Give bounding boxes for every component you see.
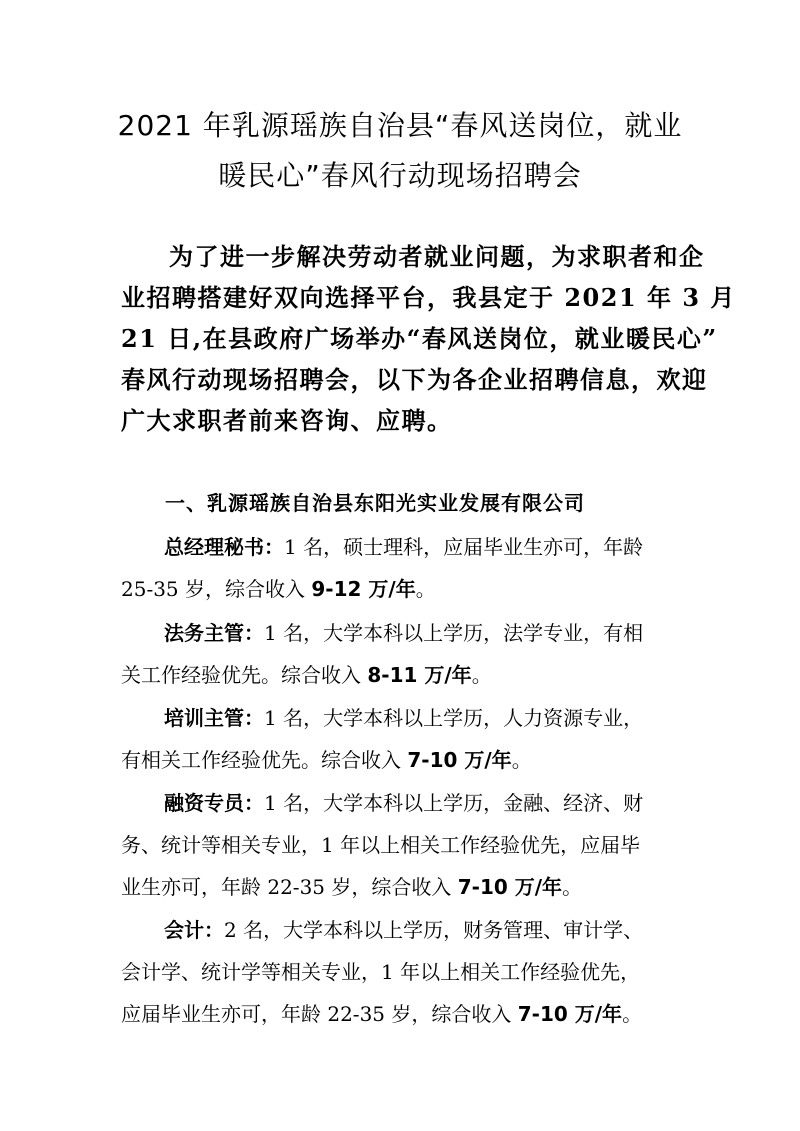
job-details: 1 名，大学本科以上学历，法学专业，有相 [264,621,644,645]
job-title: 会计： [164,918,224,942]
job-salary: 9-12 万/年 [311,577,416,601]
job-details: 25-35 岁，综合收入 [121,577,312,601]
job-details: 有相关工作经验优先。综合收入 [121,748,408,772]
company-heading: 一、乳源瑶族自治县东阳光实业发展有限公司 [165,491,585,515]
job-details: 2 名，大学本科以上学历，财务管理、审计学、 [224,918,644,942]
intro-line: 广大求职者前来咨询、应聘。 [121,406,453,435]
job-line: 会计学、统计学等相关专业，1 年以上相关工作经验优先， [121,960,641,984]
intro-line: 业招聘搭建好双向选择平台，我县定于 2021 年 3 月 [121,283,736,312]
intro-line: 21 日,在县政府广场举办“春风送岗位，就业暖民心” [121,324,718,353]
job-details: 1 名，硕士理科，应届毕业生亦可，年龄 [284,535,644,559]
job-details: 关工作经验优先。综合收入 [121,663,368,687]
job-line [121,909,691,951]
job-title: 培训主管： [164,706,264,730]
intro-paragraph [121,236,736,441]
job-line [121,526,691,568]
job-entry-accountant [121,909,691,1035]
job-salary: 7-10 万/年 [407,748,512,772]
job-details: 1 名，大学本科以上学历，金融、经济、财 [264,791,644,815]
job-entry-financing-specialist [121,782,691,908]
job-line [121,866,691,908]
job-entry-legal-manager [121,612,691,696]
job-line [121,697,691,739]
job-salary: 7-10 万/年 [517,1002,623,1026]
job-salary: 7-10 万/年 [457,875,563,899]
job-entry-secretary [121,526,691,610]
intro-line: 春风行动现场招聘会，以下为各企业招聘信息，欢迎 [121,365,708,394]
document-title-line-2: 暖民心”春风行动现场招聘会 [218,159,582,192]
punctuation: 。 [511,748,532,772]
punctuation: 。 [622,1002,643,1026]
job-line [121,739,691,781]
job-salary: 8-11 万/年 [367,663,472,687]
punctuation: 。 [562,875,583,899]
job-entry-training-manager [121,697,691,781]
job-line: 务、统计等相关专业，1 年以上相关工作经验优先，应届毕 [121,833,641,857]
job-line [121,568,691,610]
job-details: 1 名，大学本科以上学历，人力资源专业， [264,706,644,730]
punctuation: 。 [471,663,492,687]
job-title: 融资专员： [164,791,264,815]
punctuation: 。 [415,577,436,601]
job-line [121,782,691,824]
job-title: 总经理秘书： [164,535,284,559]
job-details: 业生亦可，年龄 22-35 岁，综合收入 [121,875,458,899]
job-title: 法务主管： [164,621,264,645]
intro-line: 为了进一步解决劳动者就业问题，为求职者和企 [169,242,705,271]
job-line [121,993,691,1035]
job-line [121,612,691,654]
job-details: 应届毕业生亦可，年龄 22-35 岁，综合收入 [121,1002,518,1026]
document-title-line-1: 2021 年乳源瑶族自治县“春风送岗位，就业 [117,109,683,142]
job-line [121,654,691,696]
